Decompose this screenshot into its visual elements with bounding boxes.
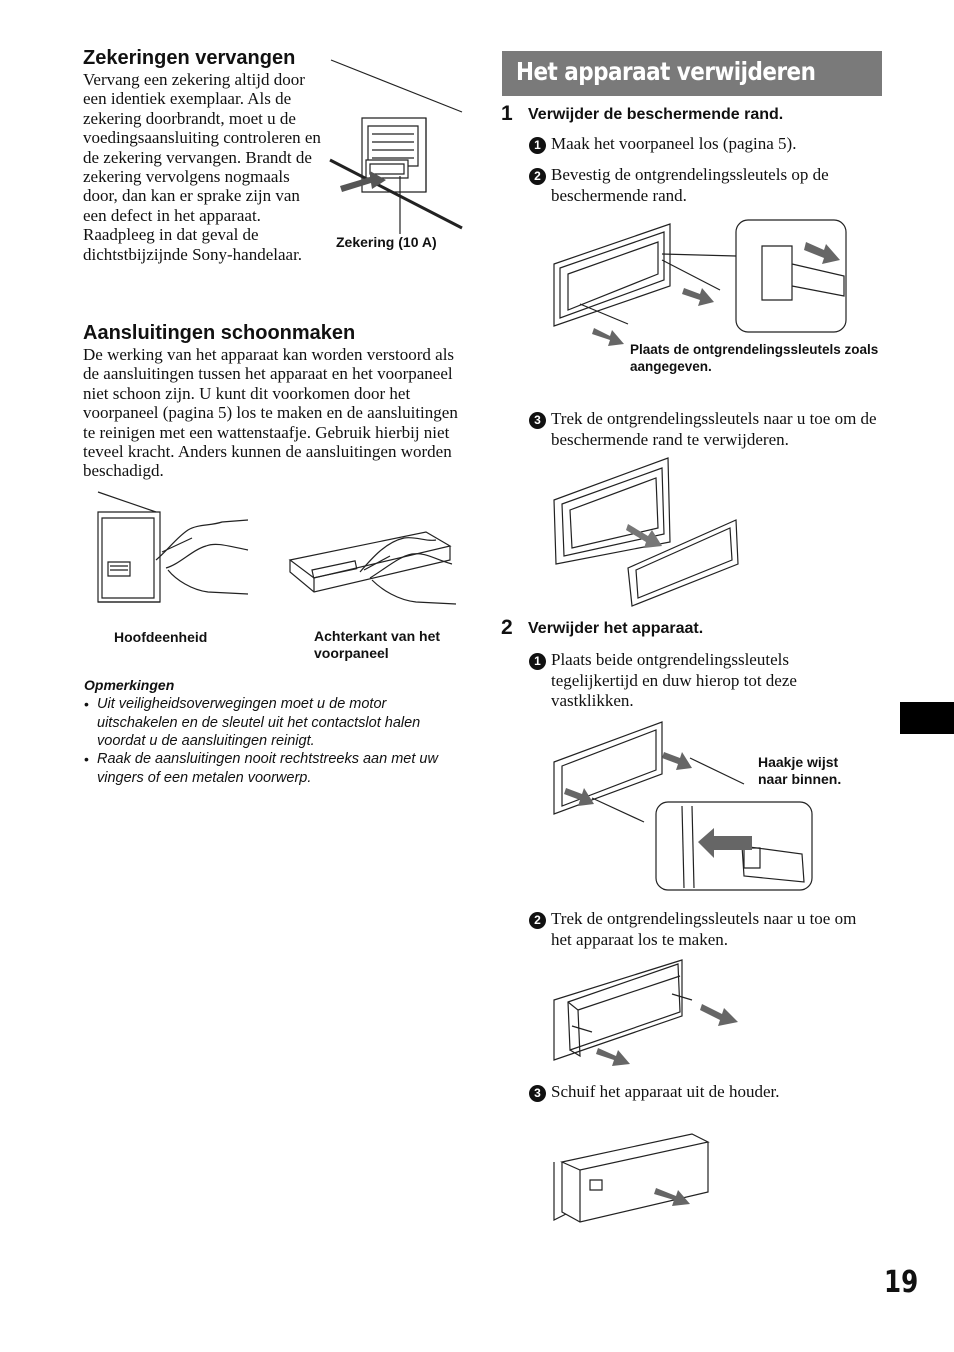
substep-marker: 1 (529, 653, 546, 670)
notes-bullet: • (84, 696, 89, 712)
fuse-illustration (326, 56, 466, 236)
substep-marker: 1 (529, 137, 546, 154)
front-panel-cleaning-illustration (286, 520, 462, 612)
slide-out-unit-illustration (552, 1132, 712, 1224)
substep-text: Bevestig de ontgrendelingssleutels op de beschermende rand. (551, 165, 829, 205)
attach-release-keys-illustration (550, 216, 850, 356)
fuse-figure-label: Zekering (10 A) (336, 234, 437, 250)
substep-text: Maak het voorpaneel los (pagina 5). (551, 134, 797, 153)
main-unit-caption: Hoofdeenheid (114, 629, 208, 645)
back-panel-caption: Achterkant van het voorpaneel (314, 628, 441, 661)
step2-figure-caption: Haakje wijst naar binnen. (758, 754, 842, 787)
substep-marker: 2 (529, 912, 546, 929)
substep-text: Trek de ontgrendelingssleutels naar u toe om het apparaat los te maken. (551, 909, 857, 949)
section-header-bar (502, 51, 882, 96)
notes-bullet: • (84, 751, 89, 767)
substep-text: Plaats beide ontgrendelingssleutels tegelijkertijd en duw hierop tot deze vastklikken. (551, 650, 797, 710)
step-number: 1 (501, 102, 513, 125)
main-unit-cleaning-illustration (96, 490, 256, 612)
notes-title: Opmerkingen (84, 677, 175, 693)
insert-release-keys-illustration (552, 718, 814, 892)
step-title: Verwijder het apparaat. (528, 620, 704, 637)
step-title: Verwijder de beschermende rand. (528, 106, 784, 123)
fuse-section-body: Vervang een zekering altijd door een identiek exemplaar. Als de zekering doorbrandt, moet u de voedingsaansluiting controleren en de zekering vervangen. Brandt de zekering vervolgens nogmaals door, dan kan er sprake zijn van een defect in het apparaat. Raadpleeg in dat geval de dichtstbijzijnde Sony-handelaar. (83, 70, 321, 264)
substep-marker: 2 (529, 168, 546, 185)
cleaning-section-title: Aansluitingen schoonmaken (83, 322, 356, 344)
section-tab-marker (900, 702, 954, 734)
step1-figure-caption: Plaats de ontgrendelingssleutels zoals aangegeven. (630, 342, 879, 374)
note-item: Uit veiligheidsoverwegingen moet u de motor uitschakelen en de sleutel uit het contactslot halen voordat u de aansluitingen reinigt. (97, 696, 421, 749)
substep-marker: 3 (529, 412, 546, 429)
substep-marker: 3 (529, 1085, 546, 1102)
note-item: Raak de aansluitingen nooit rechtstreeks aan met uw vingers of een metalen voorwerp. (97, 751, 438, 786)
section-header-title: Het apparaat verwijderen (516, 57, 816, 86)
substep-text: Schuif het apparaat uit de houder. (551, 1082, 780, 1101)
page-number: 19 (884, 1265, 919, 1300)
cleaning-section-body: De werking van het apparaat kan worden verstoord als de aansluitingen tussen het apparaat en het voorpaneel niet schoon zijn. U kunt dit voorkomen door het voorpaneel (pagina 5) los te maken en de aansluitingen te reinigen met een wattenstaafje. Gebruik hierbij niet teveel kracht. Anders kunnen de aansluitingen worden beschadigd. (83, 345, 458, 481)
step-number: 2 (501, 616, 513, 639)
remove-protection-collar-illustration (552, 456, 742, 608)
fuse-section-title: Zekeringen vervangen (83, 47, 296, 69)
release-unit-illustration (552, 956, 742, 1064)
substep-text: Trek de ontgrendelingssleutels naar u toe om de beschermende rand te verwijderen. (551, 409, 877, 449)
